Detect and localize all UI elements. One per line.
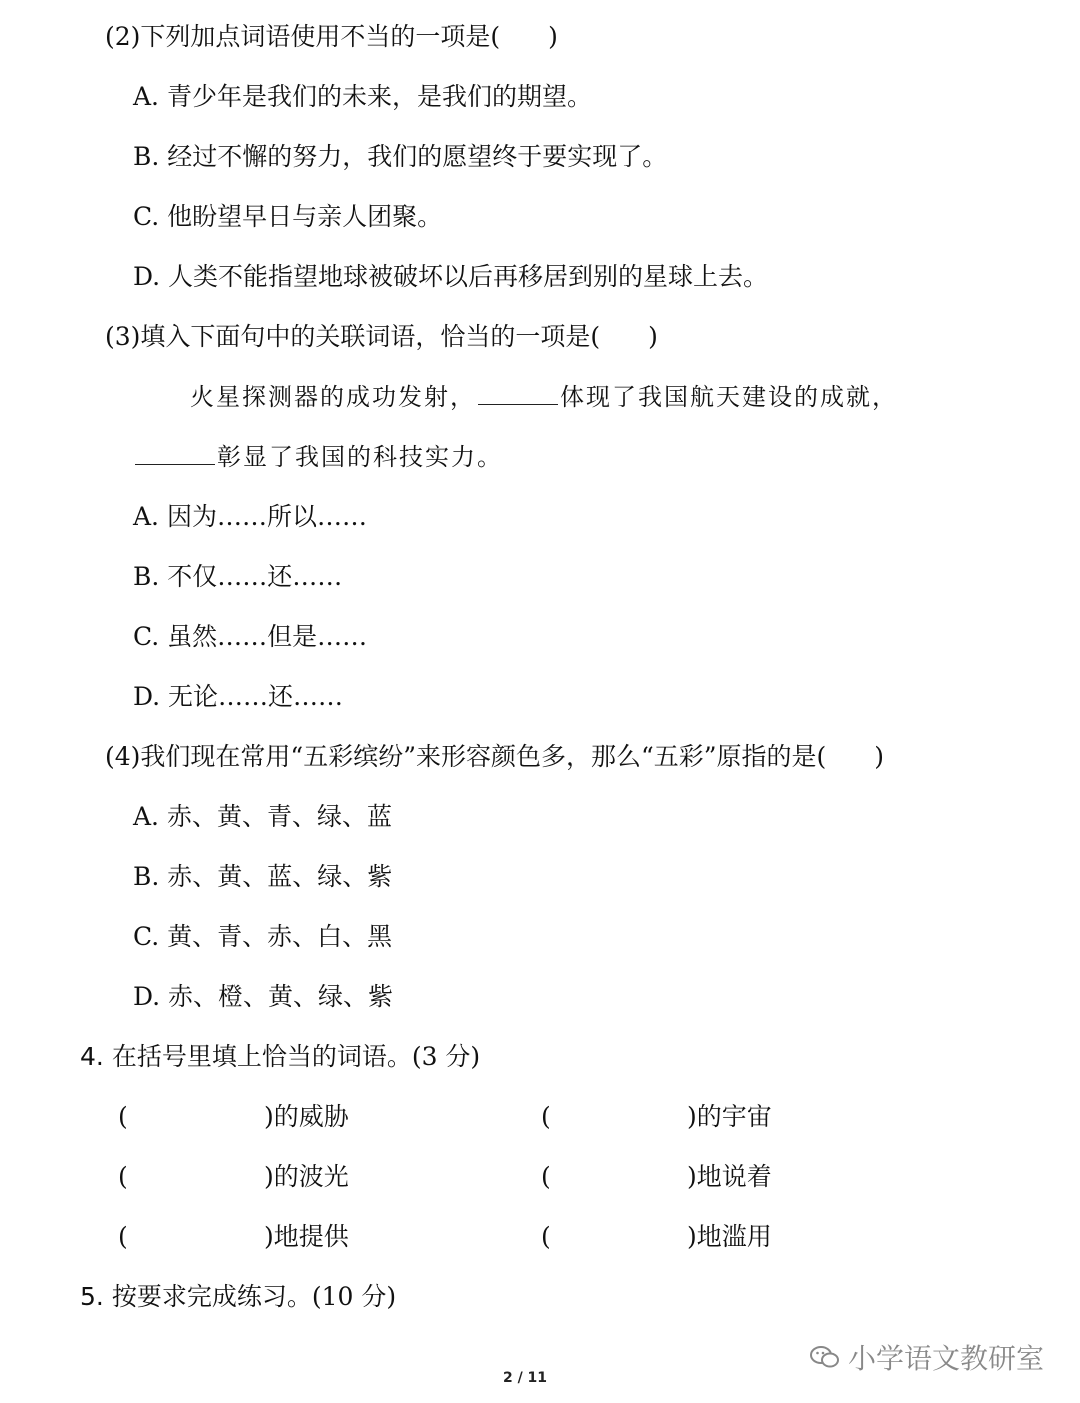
question-3-stem: (3)填入下面句中的关联词语，恰当的一项是( ) xyxy=(105,322,658,351)
section-4-heading: 4. 在括号里填上恰当的词语。(3 分) xyxy=(80,1042,481,1071)
q3-option-c: C. 虽然……但是…… xyxy=(133,622,368,651)
q2-option-d: D. 人类不能指望地球被破坏以后再移居到别的星球上去。 xyxy=(133,262,769,291)
q4-option-a: A. 赤、黄、青、绿、蓝 xyxy=(133,802,392,831)
watermark-text: 小学语文教研室 xyxy=(847,1342,1044,1375)
fill-item: ( )地提供 xyxy=(118,1222,349,1251)
q3-sentence-line-2: 彰显了我国的科技实力。 xyxy=(133,440,503,474)
fill-item: ( )地滥用 xyxy=(541,1222,772,1251)
q3-option-d: D. 无论……还…… xyxy=(133,682,344,711)
q2-option-a: A. 青少年是我们的未来，是我们的期望。 xyxy=(133,82,592,111)
q3-option-b: B. 不仅……还…… xyxy=(133,562,343,591)
fill-item: ( )的波光 xyxy=(118,1162,349,1191)
question-4-stem: (4)我们现在常用“五彩缤纷”来形容颜色多，那么“五彩”原指的是( ) xyxy=(105,742,885,771)
section-5-heading: 5. 按要求完成练习。(10 分) xyxy=(80,1282,397,1311)
q2-option-c: C. 他盼望早日与亲人团聚。 xyxy=(133,202,443,231)
q2-option-b: B. 经过不懈的努力，我们的愿望终于要实现了。 xyxy=(133,142,668,171)
chat-bubbles-icon xyxy=(810,1345,840,1369)
q4-option-c: C. 黄、青、赤、白、黑 xyxy=(133,922,393,951)
blank-1 xyxy=(478,380,558,405)
blank-2 xyxy=(135,440,215,465)
q4-option-b: B. 赤、黄、蓝、绿、紫 xyxy=(133,862,393,891)
fill-item: ( )地说着 xyxy=(541,1162,772,1191)
q3-option-a: A. 因为……所以…… xyxy=(133,502,367,531)
q4-option-d: D. 赤、橙、黄、绿、紫 xyxy=(133,982,394,1011)
question-2-stem: (2)下列加点词语使用不当的一项是( ) xyxy=(105,22,558,51)
fill-item: ( )的威胁 xyxy=(118,1102,349,1131)
fill-item: ( )的宇宙 xyxy=(541,1102,772,1131)
page-number: 2 / 11 xyxy=(502,1370,548,1386)
q3-sentence-line-1: 火星探测器的成功发射， 体现了我国航天建设的成就， xyxy=(190,380,898,414)
